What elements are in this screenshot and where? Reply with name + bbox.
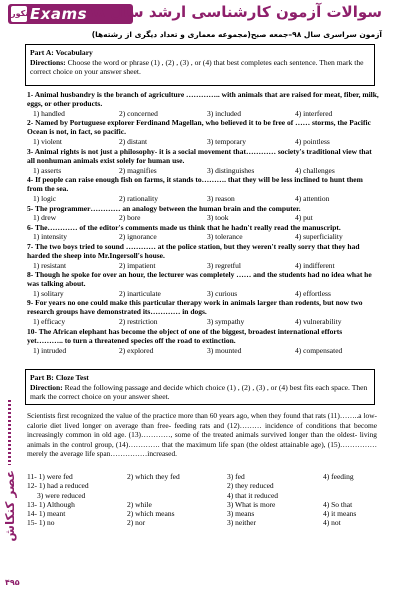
page-header [0,0,402,30]
question-8: 8- Though he spoke for over an hour, the lecturer was completely …… and the students had no idea what he was talking about. 1) solitary 2) inarticulate 3) curious 4) effortless [27,270,372,298]
exam-title: سوالات آزمون کارشناسی ارشد سال ۹۸ [86,3,382,21]
cloze-row-12a: 12- 1) had a reduced 2) they reduced [27,481,274,491]
logo-badge: کنکور [11,6,27,22]
question-6: 6- The………… of the editor's comments made us think that he hadn't really read the manuscript. 1) intensity 2) ignorance 3) tolerance 4) superficiality [27,223,343,242]
cloze-row-14: 14- 1) meant 2) which means 3) means 4) it means [27,509,357,519]
part-b-title: Part B: Cloze Test [30,373,89,382]
question-7: 7- The two boys tried to sound ………… at the police station, but they weren't really sorry that they had harded the sheep into Mr.Ingersoll's house. 1) resistant 2) impatient 3) regretful 4) indifferent [27,242,360,270]
page-number: ۴۹۵ [5,578,20,587]
cloze-row-11: 11- 1) were fed 2) which they fed 3) fed 4) feeding [27,472,354,481]
part-b-box [25,369,375,405]
exam-subtitle: آزمون سراسری سال ۹۸–جمعه صبح(مجموعه معماری و تعداد دیگری از رشته‌ها) [91,30,382,39]
cloze-options [27,472,379,528]
sidebar-dots [8,400,11,465]
part-a-title: Part A: Vocabulary [30,48,93,57]
question-4: 4- If people can raise enough fish on farms, it stands to………. that they will be less inclined to hunt them from the sea. 1) logic 2) rationality 3) reason 4) attention [27,175,363,203]
cloze-row-13: 13- 1) Although 2) while 3) What is more 4) So that [27,499,353,509]
question-2: 2- Named by Portuguese explorer Ferdinand Magellan, who believed it to be free of …… storms, the Pacific Ocean is not, in fact, so pacific. 1) violent 2) distant 3) temporary 4) pointless [27,118,371,146]
question-1: 1- Animal husbandry is the branch of agriculture ………….. with animals that are raised for meat, fiber, milk, eggs, or other products. 1) handled 2) concerned 3) included 4) interfered [27,90,379,118]
part-b-directions: Direction: Read the following passage and decide which choice (1) , (2) , (3) , or (4) best fits each space. Then mark the correct choice on your answer sheet. [30,382,368,401]
cloze-passage: Scientists first recognized the value of the practice more than 60 years ago, when they found that rats (11)……..a low- calorie diet lived longer on average than free- feeding rats and (12)……… incidence of conditions that become increasingly common in old age. (13)…………, some of the treated animals survived longer than the oldest- living animals in the control group, (14)…………. that the maximum life span (the oldest attainable age), (15)……………merely the average life span……………increased. [27,411,377,459]
question-9: 9- For years no one could make this particular therapy work in animals larger than rodents, but now two research groups have demonstrated its………… in dogs. 1) efficacy 2) restriction 3) sympathy 4) vulnerability [27,298,363,326]
cloze-row-12b: 3) were reduced 4) that it reduced [37,490,279,500]
logo-text: Exams [30,5,88,23]
question-5: 5- The programmer………… an analogy between the human brain and the computer. 1) drew 2) bore 3) took 4) put [27,204,313,223]
cloze-row-15: 15- 1) no 2) nor 3) neither 4) not [27,518,341,528]
part-a-box [25,44,375,86]
question-10: 10- The African elephant has become the object of one of the biggest, broadest international efforts yet……….. to turn a threatened species off the road to extinction. 1) intruded 2) explored 3) mounted 4) compensated [27,327,343,355]
question-3: 3- Animal rights is not just a philosophy- it is a social movement that………… society's traditional view that all nonhuman animals exist solely for human use. 1) asserts 2) magnifies 3) distinguishes 4) challenges [27,147,372,175]
sidebar-brand-text: عصر کنکاش [3,470,17,542]
part-a-directions: Directions: Choose the word or phrase (1) , (2) , (3) , or (4) that best completes each sentence. Then mark the correct choice on your answer sheet. [30,57,364,76]
